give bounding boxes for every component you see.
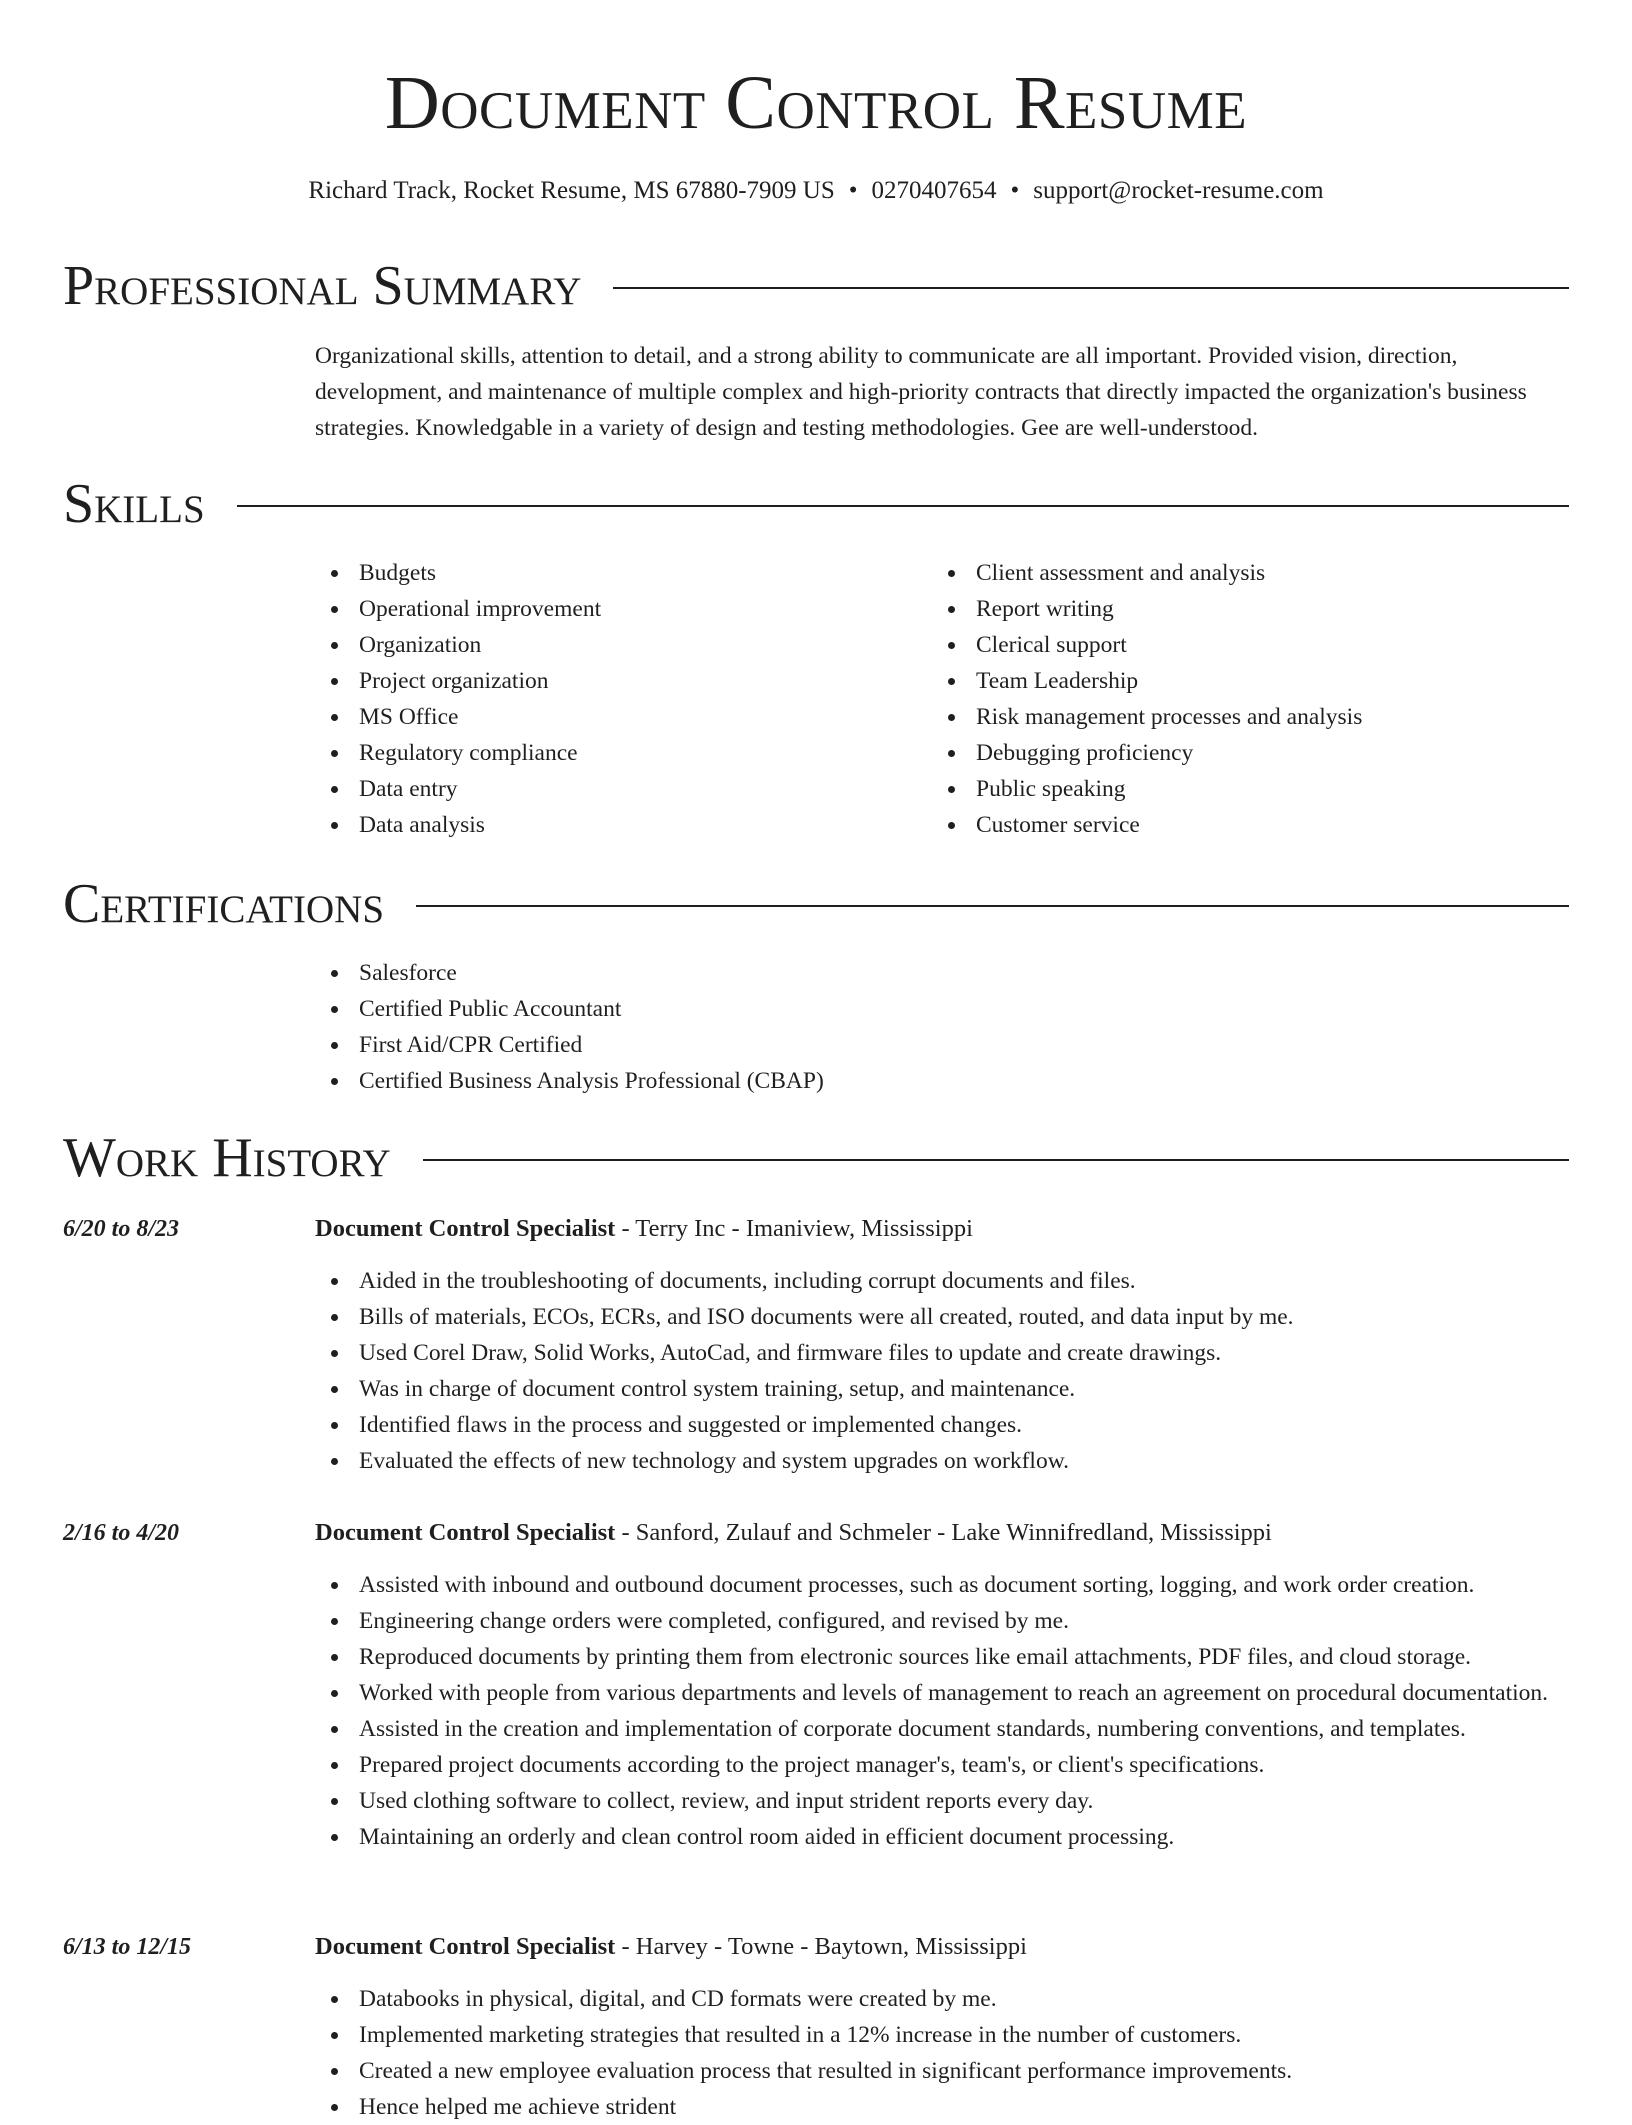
section-header-skills (63, 472, 1569, 536)
job-bullet: Hence helped me achieve strident (315, 2089, 1575, 2125)
skill-item: Regulatory compliance (315, 735, 915, 771)
job-dates: 6/13 to 12/15 (63, 1934, 192, 1960)
job-bullet: Worked with people from various departments and levels of management to reach an agreement on procedural documentation. (315, 1675, 1575, 1711)
skill-item: Public speaking (932, 771, 1572, 807)
contact-phone: 0270407654 (871, 177, 997, 204)
contact-separator: • (848, 177, 858, 204)
skill-item: MS Office (315, 699, 915, 735)
skill-item: Clerical support (932, 627, 1572, 663)
skill-item: Customer service (932, 807, 1572, 843)
skill-item: Debugging proficiency (932, 735, 1572, 771)
job-bullet: Used clothing software to collect, review, and input strident reports every day. (315, 1783, 1575, 1819)
job-bullets (315, 1981, 1575, 2125)
job-bullet: Was in charge of document control system training, setup, and maintenance. (315, 1371, 1575, 1407)
job-heading (315, 1930, 1027, 1964)
job-employer: - Harvey - Towne - Baytown, Mississippi (615, 1933, 1027, 1960)
document-title: Document Control Resume (384, 61, 1248, 145)
skill-item: Report writing (932, 591, 1572, 627)
certification-item: Certified Public Accountant (315, 991, 1575, 1027)
skill-item: Data entry (315, 771, 915, 807)
job-bullet: Prepared project documents according to the project manager's, team's, or client's specifications. (315, 1747, 1575, 1783)
skills-list-left (315, 555, 915, 843)
job-dates: 2/16 to 4/20 (63, 1520, 180, 1546)
job-bullet: Reproduced documents by printing them from electronic sources like email attachments, PDF files, and cloud storage. (315, 1639, 1575, 1675)
contact-line (0, 174, 1632, 208)
contact-email: support@rocket-resume.com (1033, 177, 1324, 204)
job-employer: - Terry Inc - Imaniview, Mississippi (615, 1215, 973, 1242)
skill-item: Team Leadership (932, 663, 1572, 699)
section-header-summary (63, 254, 1569, 318)
section-divider (423, 1159, 1569, 1161)
skill-item: Risk management processes and analysis (932, 699, 1572, 735)
section-title-skills: Skills (63, 473, 205, 535)
job-bullet: Maintaining an orderly and clean control room aided in efficient document processing. (315, 1819, 1575, 1855)
job-bullet: Engineering change orders were completed, configured, and revised by me. (315, 1603, 1575, 1639)
job-bullet: Databooks in physical, digital, and CD formats were created by me. (315, 1981, 1575, 2017)
contact-separator: • (1010, 177, 1020, 204)
job-bullet: Aided in the troubleshooting of documents, including corrupt documents and files. (315, 1263, 1575, 1299)
skill-item: Organization (315, 627, 915, 663)
job-bullet: Assisted in the creation and implementation of corporate document standards, numbering conventions, and templates. (315, 1711, 1575, 1747)
job-bullet: Implemented marketing strategies that resulted in a 12% increase in the number of customers. (315, 2017, 1575, 2053)
job-bullet: Created a new employee evaluation process that resulted in significant performance improvements. (315, 2053, 1575, 2089)
job-bullet: Evaluated the effects of new technology and system upgrades on workflow. (315, 1443, 1575, 1479)
section-title-certifications: Certifications (63, 873, 385, 935)
job-bullets (315, 1567, 1575, 1855)
section-divider (237, 505, 1569, 507)
job-bullet: Assisted with inbound and outbound document processes, such as document sorting, logging, and work order creation. (315, 1567, 1575, 1603)
certification-item: Salesforce (315, 955, 1575, 991)
job-role: Document Control Specialist (315, 1519, 616, 1546)
summary-text: Organizational skills, attention to detail, and a strong ability to communicate are all important. Provided vision, direction, development, and maintenance of multiple complex and high-priority contracts that directly impacted the organization's business strategies. Knowledgable in a variety of design and testing methodologies. Gee are well-understood. (315, 343, 1527, 441)
section-header-work-history (63, 1126, 1569, 1190)
skills-list-right (932, 555, 1572, 843)
skill-item: Client assessment and analysis (932, 555, 1572, 591)
certification-item: First Aid/CPR Certified (315, 1027, 1575, 1063)
job-role: Document Control Specialist (315, 1215, 616, 1242)
section-divider (613, 287, 1569, 289)
contact-address: Richard Track, Rocket Resume, MS 67880-7909 US (308, 177, 835, 204)
job-heading (315, 1212, 973, 1246)
job-heading (315, 1516, 1272, 1550)
skill-item: Budgets (315, 555, 915, 591)
job-dates: 6/20 to 8/23 (63, 1216, 180, 1242)
skill-item: Project organization (315, 663, 915, 699)
job-bullets (315, 1263, 1575, 1479)
skill-item: Operational improvement (315, 591, 915, 627)
job-employer: - Sanford, Zulauf and Schmeler - Lake Winnifredland, Mississippi (615, 1519, 1272, 1546)
job-bullet: Bills of materials, ECOs, ECRs, and ISO documents were all created, routed, and data input by me. (315, 1299, 1575, 1335)
section-divider (416, 905, 1569, 907)
job-role: Document Control Specialist (315, 1933, 616, 1960)
certification-item: Certified Business Analysis Professional (CBAP) (315, 1063, 1575, 1099)
certifications-list (315, 955, 1575, 1099)
job-bullet: Identified flaws in the process and suggested or implemented changes. (315, 1407, 1575, 1443)
job-bullet: Used Corel Draw, Solid Works, AutoCad, and firmware files to update and create drawings. (315, 1335, 1575, 1371)
section-title-work-history: Work History (63, 1127, 391, 1189)
skill-item: Data analysis (315, 807, 915, 843)
section-title-summary: Professional Summary (63, 255, 582, 317)
section-header-certifications (63, 872, 1569, 936)
